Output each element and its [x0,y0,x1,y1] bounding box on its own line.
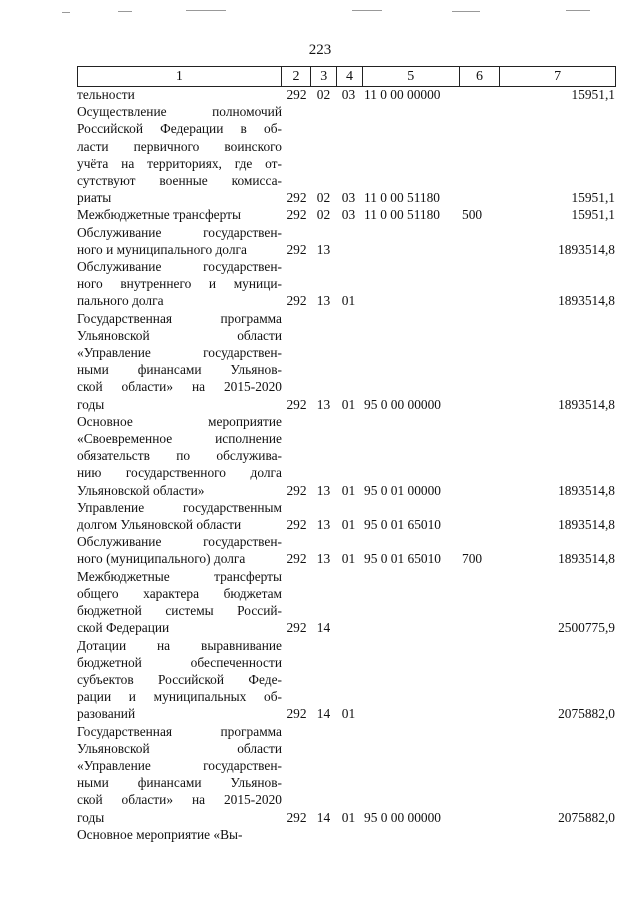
description-line: Управление государственным [77,499,282,515]
cell-c2: 292 [286,241,307,257]
table-row [77,826,615,843]
cell-c2: 292 [286,482,307,498]
cell-c4: 01 [341,482,356,498]
description-line: Межбюджетные трансферты [77,568,282,584]
description-line: субъектов Российской Феде- [77,671,282,687]
header-col-5: 5 [363,67,460,86]
cell-c3: 13 [316,241,331,257]
row-description [77,499,282,533]
cell-c5: 95 0 01 65010 [364,551,441,567]
cell-c2: 292 [286,396,307,412]
description-line: Государственная программа [77,310,282,326]
cell-c3: 02 [316,190,331,206]
cell-c3: 13 [316,396,331,412]
cell-c4: 01 [341,517,356,533]
cell-c2: 292 [286,207,307,223]
cell-c5: 95 0 00 00000 [364,809,441,825]
table-row [77,723,615,826]
cell-c4: 01 [341,551,356,567]
table-row [77,224,615,258]
cell-c2: 292 [286,620,307,636]
header-col-7: 7 [500,67,616,86]
description-line: ласти первичного воинского [77,138,282,154]
cell-c7: 1893514,8 [558,293,615,309]
row-description [77,103,282,206]
row-description [77,826,282,843]
cell-c7: 15951,1 [571,87,615,102]
cell-c5: 11 0 00 51180 [364,190,441,206]
description-line: долгом Ульяновской области [77,517,242,533]
cell-c7: 2500775,9 [558,620,615,636]
description-line: риаты [77,190,112,206]
table-row [77,499,615,533]
description-line: Государственная программа [77,723,282,739]
description-line: «Управление государствен- [77,757,282,773]
cell-c7: 1893514,8 [558,396,615,412]
cell-c3: 14 [316,620,331,636]
table-row [77,533,615,567]
cell-c3: 02 [316,87,331,102]
description-line: ской области» на 2015-2020 [77,379,282,395]
cell-c5: 95 0 01 00000 [364,482,441,498]
row-description [77,258,282,310]
table-row [77,637,615,723]
description-line: Основное мероприятие «Вы- [77,826,243,842]
table-row [77,310,615,413]
header-col-4: 4 [337,67,363,86]
description-line: бюджетной обеспеченности [77,654,282,670]
cell-c4: 03 [341,207,356,223]
description-line: Ульяновской области [77,327,282,343]
cell-c4: 01 [341,396,356,412]
description-line: «Своевременное исполнение [77,431,282,447]
cell-c3: 13 [316,551,331,567]
cell-c2: 292 [286,293,307,309]
cell-c7: 2075882,0 [558,809,615,825]
description-line: учёта на территориях, где от- [77,155,282,171]
cell-c5: 11 0 00 51180 [364,207,441,223]
row-description [77,206,282,223]
description-line: Обслуживание государствен- [77,259,282,275]
description-line: Обслуживание государствен- [77,534,282,550]
cell-c5: 95 0 01 65010 [364,517,441,533]
table-body [77,86,615,843]
description-line: Дотации на выравнивание [77,637,282,653]
description-line: Основное мероприятие [77,413,282,429]
description-line: обязательств по обслужива- [77,448,282,464]
description-line: разований [77,706,136,722]
cell-c7: 1893514,8 [558,551,615,567]
cell-c5: 11 0 00 00000 [364,87,441,102]
description-line: «Управление государствен- [77,345,282,361]
cell-c3: 14 [316,706,331,722]
cell-c7: 15951,1 [571,207,615,223]
cell-c4: 01 [341,809,356,825]
header-col-1: 1 [78,67,282,86]
description-line: ного (муниципального) долга [77,551,246,567]
description-line: тельности [77,87,135,102]
cell-c6: 500 [462,207,483,223]
row-description [77,533,282,567]
header-col-2: 2 [282,67,312,86]
description-line: Межбюджетные трансферты [77,207,241,223]
table-row [77,258,615,310]
description-line: ного внутреннего и муници- [77,276,282,292]
cell-c7: 1893514,8 [558,517,615,533]
cell-c6: 700 [462,551,483,567]
description-line: ской Федерации [77,620,170,636]
page-number: 223 [308,42,332,58]
cell-c4: 01 [341,293,356,309]
cell-c2: 292 [286,551,307,567]
description-line: бюджетной системы Россий- [77,603,282,619]
cell-c2: 292 [286,809,307,825]
description-line: ными финансами Ульянов- [77,775,282,791]
description-line: Обслуживание государствен- [77,224,282,240]
row-description [77,568,282,637]
cell-c2: 292 [286,190,307,206]
row-description [77,86,282,103]
table-row [77,206,615,223]
description-line: ными финансами Ульянов- [77,362,282,378]
cell-c3: 13 [316,517,331,533]
cell-c4: 03 [341,190,356,206]
table-header [77,66,616,87]
description-line: сутствуют военные комисса- [77,173,282,189]
description-line: Осуществление полномочий [77,104,282,120]
row-description [77,723,282,826]
cell-c3: 13 [316,293,331,309]
row-description [77,413,282,499]
cell-c3: 13 [316,482,331,498]
cell-c2: 292 [286,517,307,533]
cell-c7: 2075882,0 [558,706,615,722]
description-line: пального долга [77,293,164,309]
table-row [77,413,615,499]
row-description [77,310,282,413]
row-description [77,637,282,723]
cell-c7: 1893514,8 [558,241,615,257]
cell-c7: 1893514,8 [558,482,615,498]
cell-c4: 01 [341,706,356,722]
cell-c3: 02 [316,207,331,223]
row-description [77,224,282,258]
cell-c7: 15951,1 [571,190,615,206]
cell-c4: 03 [341,87,356,102]
cell-c3: 14 [316,809,331,825]
description-line: ного и муниципального долга [77,241,247,257]
table-row [77,86,615,103]
description-line: годы [77,396,105,412]
description-line: ской области» на 2015-2020 [77,792,282,808]
description-line: годы [77,809,105,825]
header-col-3: 3 [311,67,337,86]
description-line: Российской Федерации в об- [77,121,282,137]
header-col-6: 6 [460,67,501,86]
table-row [77,568,615,637]
cell-c5: 95 0 00 00000 [364,396,441,412]
description-line: нию государственного долга [77,465,282,481]
cell-c2: 292 [286,87,307,102]
description-line: Ульяновской области» [77,482,205,498]
description-line: общего характера бюджетам [77,585,282,601]
description-line: Ульяновской области [77,740,282,756]
cell-c2: 292 [286,706,307,722]
description-line: рации и муниципальных об- [77,689,282,705]
table-row [77,103,615,206]
